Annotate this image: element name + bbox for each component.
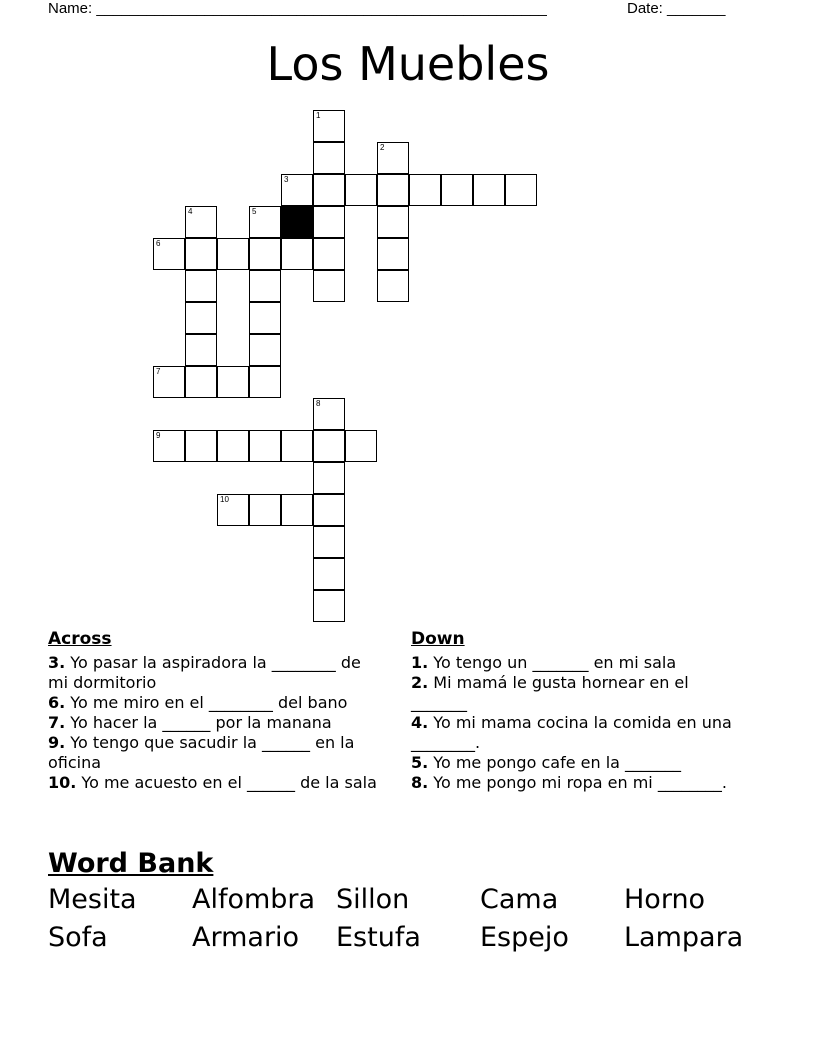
clue-text: Yo me acuesto en el ______ de la sala (76, 773, 377, 792)
down-clues (411, 629, 741, 793)
word-bank-item: Cama (480, 884, 559, 915)
word-bank-item: Horno (624, 884, 706, 915)
grid-cell[interactable] (185, 430, 217, 462)
grid-cell[interactable] (377, 142, 409, 174)
word-bank-item: Alfombra (192, 884, 316, 915)
clue-num: 1. (411, 653, 429, 672)
grid-cell[interactable] (281, 238, 313, 270)
clue-text: Yo tengo un _______ en mi sala (428, 653, 677, 672)
grid-cell[interactable] (217, 238, 249, 270)
across-heading: Across (48, 629, 112, 649)
clue-num: 3. (48, 653, 66, 672)
grid-cell[interactable] (313, 526, 345, 558)
grid-cell[interactable] (313, 558, 345, 590)
clue-text: Yo me pongo cafe en la _______ (428, 753, 682, 772)
grid-cell[interactable] (185, 238, 217, 270)
grid-cell[interactable] (185, 270, 217, 302)
grid-cell[interactable] (249, 494, 281, 526)
clue-number: 8 (316, 399, 321, 408)
grid-cell[interactable] (313, 174, 345, 206)
clue-num: 6. (48, 693, 66, 712)
clue-num: 4. (411, 713, 429, 732)
grid-cell[interactable] (249, 366, 281, 398)
grid-cell[interactable] (313, 270, 345, 302)
clue-number: 5 (252, 207, 257, 216)
word-bank-item: Sofa (48, 922, 108, 953)
clue-text: Yo hacer la ______ por la manana (65, 713, 332, 732)
grid-cell[interactable] (473, 174, 505, 206)
grid-cell[interactable] (313, 238, 345, 270)
date-field-label: Date: _______ (627, 0, 726, 17)
grid-cell[interactable] (409, 174, 441, 206)
grid-cell[interactable] (345, 430, 377, 462)
grid-cell[interactable] (281, 494, 313, 526)
clue-number: 9 (156, 431, 161, 440)
across-clue (48, 713, 383, 733)
grid-cell[interactable] (217, 430, 249, 462)
word-bank-item: Mesita (48, 884, 137, 915)
grid-cell[interactable] (313, 494, 345, 526)
grid-cell[interactable] (377, 174, 409, 206)
grid-cell[interactable] (185, 302, 217, 334)
grid-cell[interactable] (185, 206, 217, 238)
grid-cell[interactable] (249, 270, 281, 302)
name-field-label: Name: ______________________________________________________ (48, 0, 547, 17)
grid-cell[interactable] (249, 302, 281, 334)
grid-cell[interactable] (313, 462, 345, 494)
grid-cell[interactable] (185, 366, 217, 398)
grid-cell[interactable] (313, 590, 345, 622)
clue-num: 9. (48, 733, 66, 752)
grid-cell[interactable] (249, 334, 281, 366)
clue-text: Yo pasar la aspiradora la ________ de mi dormitorio (48, 653, 361, 692)
across-clue (48, 773, 383, 793)
clue-number: 3 (284, 175, 289, 184)
grid-cell[interactable] (313, 142, 345, 174)
grid-cell[interactable] (313, 206, 345, 238)
across-clues (48, 629, 383, 793)
clue-text: Yo me pongo mi ropa en mi ________. (428, 773, 727, 792)
down-clue (411, 653, 741, 673)
clue-num: 2. (411, 673, 429, 692)
clue-num: 5. (411, 753, 429, 772)
grid-cell[interactable] (377, 206, 409, 238)
grid-cell[interactable] (281, 174, 313, 206)
clue-number: 10 (220, 495, 229, 504)
grid-cell[interactable] (249, 206, 281, 238)
grid-cell[interactable] (377, 238, 409, 270)
word-bank-item: Espejo (480, 922, 569, 953)
down-clue (411, 713, 741, 753)
word-bank-item: Estufa (336, 922, 421, 953)
clue-text: Yo me miro en el ________ del bano (65, 693, 348, 712)
grid-cell[interactable] (281, 430, 313, 462)
down-clue (411, 673, 741, 713)
clue-number: 2 (380, 143, 385, 152)
grid-cell[interactable] (217, 366, 249, 398)
grid-cell[interactable] (217, 494, 249, 526)
word-bank-item: Lampara (624, 922, 744, 953)
grid-cell[interactable] (345, 174, 377, 206)
clue-num: 8. (411, 773, 429, 792)
clue-num: 10. (48, 773, 77, 792)
grid-cell[interactable] (313, 430, 345, 462)
grid-cell[interactable] (313, 398, 345, 430)
down-clue (411, 773, 741, 793)
grid-cell[interactable] (249, 430, 281, 462)
page-title: Los Muebles (266, 37, 550, 91)
across-clue (48, 733, 383, 773)
clue-number: 7 (156, 367, 161, 376)
grid-cell[interactable] (505, 174, 537, 206)
grid-cell[interactable] (153, 430, 185, 462)
grid-cell[interactable] (153, 238, 185, 270)
grid-cell[interactable] (185, 334, 217, 366)
down-clue (411, 753, 741, 773)
clue-num: 7. (48, 713, 66, 732)
grid-cell[interactable] (249, 238, 281, 270)
grid-cell[interactable] (313, 110, 345, 142)
clue-number: 6 (156, 239, 161, 248)
down-heading: Down (411, 629, 465, 649)
grid-cell[interactable] (441, 174, 473, 206)
grid-cell[interactable] (377, 270, 409, 302)
clue-text: Mi mamá le gusta hornear en el _______ (411, 673, 689, 712)
clue-number: 4 (188, 207, 193, 216)
blocked-cell (281, 206, 313, 238)
word-bank-title: Word Bank (48, 848, 214, 879)
grid-cell[interactable] (153, 366, 185, 398)
across-clue (48, 653, 383, 693)
clue-text: Yo mi mama cocina la comida en una ________. (411, 713, 732, 752)
word-bank-item: Sillon (336, 884, 410, 915)
across-clue (48, 693, 383, 713)
clue-text: Yo tengo que sacudir la ______ en la oficina (48, 733, 355, 772)
word-bank-item: Armario (192, 922, 300, 953)
clue-number: 1 (316, 111, 321, 120)
